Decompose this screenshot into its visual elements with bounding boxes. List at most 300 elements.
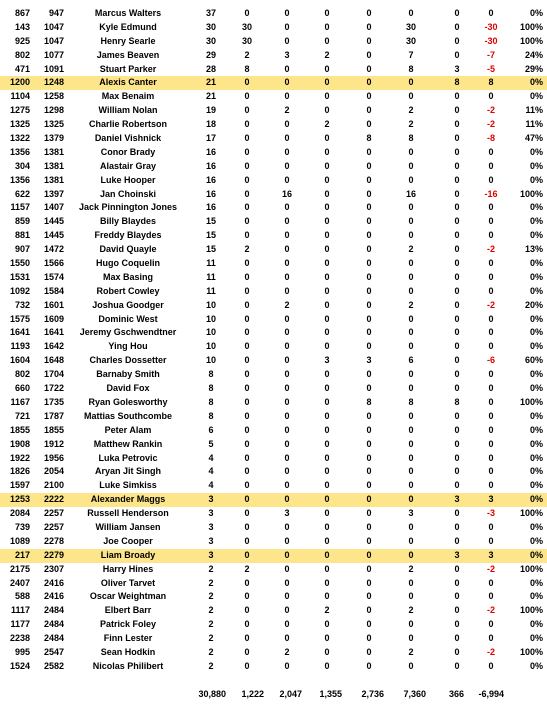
rank-col-b: 2054: [43, 466, 64, 477]
player-name: David Fox: [106, 383, 150, 394]
col5: 0: [408, 383, 414, 394]
table-row: [0, 549, 547, 563]
player-name: Peter Alam: [104, 424, 152, 435]
table-row: [0, 660, 547, 674]
percent: 0%: [529, 410, 543, 421]
percent: 60%: [524, 355, 543, 366]
col3: 0: [324, 216, 330, 227]
player-name: Freddy Blaydes: [94, 230, 162, 241]
rank-col-b: 1704: [43, 369, 64, 380]
col6: 0: [454, 480, 460, 491]
player-name: Finn Lester: [103, 633, 153, 644]
diff: 0: [488, 480, 494, 491]
col2: 2: [284, 646, 290, 657]
col3: 0: [324, 271, 330, 282]
table-row: [0, 299, 547, 313]
col6: 0: [454, 244, 460, 255]
table-row: [0, 271, 547, 285]
rank-col-b: 1077: [43, 49, 64, 60]
rank-col-a: 2175: [9, 563, 30, 574]
points: 10: [205, 313, 216, 324]
col6: 0: [454, 216, 460, 227]
col1: 0: [244, 410, 250, 421]
rank-col-a: 1604: [9, 355, 30, 366]
col4: 0: [366, 91, 372, 102]
rank-col-b: 2278: [43, 535, 64, 546]
table-row: [0, 410, 547, 424]
col3: 0: [324, 383, 330, 394]
table-row: [0, 76, 547, 90]
rank-col-b: 1642: [43, 341, 64, 352]
col4: 0: [366, 466, 372, 477]
col2: 0: [284, 327, 290, 338]
rank-col-a: 1641: [9, 327, 30, 338]
col5: 8: [408, 133, 414, 144]
rank-col-a: 1855: [9, 424, 30, 435]
percent: 100%: [519, 35, 543, 46]
points: 3: [208, 494, 214, 505]
col4: 0: [366, 146, 372, 157]
table-row: [0, 507, 547, 521]
col2: 0: [284, 77, 290, 88]
rank-col-a: 739: [14, 521, 30, 532]
table-row: [0, 49, 547, 63]
diff: 0: [488, 438, 494, 449]
col5: 0: [408, 271, 414, 282]
rank-col-a: 2238: [9, 633, 30, 644]
rank-col-b: 1956: [43, 452, 64, 463]
points: 29: [205, 49, 216, 60]
percent: 0%: [529, 327, 543, 338]
rank-col-b: 2100: [43, 480, 64, 491]
rank-col-b: 1407: [43, 202, 64, 213]
player-name: Nicolas Philibert: [92, 660, 164, 671]
rank-col-b: 1584: [43, 285, 64, 296]
col3: 0: [324, 327, 330, 338]
col5: 2: [408, 244, 414, 255]
col2: 0: [284, 91, 290, 102]
diff: 0: [488, 230, 494, 241]
col2: 0: [284, 63, 290, 74]
col3: 0: [324, 244, 330, 255]
diff: 0: [488, 160, 494, 171]
points: 10: [205, 299, 216, 310]
rank-col-a: 304: [14, 160, 30, 171]
col3: 2: [324, 49, 330, 60]
rank-col-a: 867: [14, 8, 30, 18]
col1: 0: [244, 577, 250, 588]
col6: 0: [454, 21, 460, 32]
col1: 0: [244, 285, 250, 296]
col3: 0: [324, 258, 330, 269]
col1: 0: [244, 188, 250, 199]
col5: 0: [408, 202, 414, 213]
points: 2: [208, 660, 214, 671]
col3: 0: [324, 494, 330, 505]
player-table: [0, 7, 547, 674]
col1: 0: [244, 160, 250, 171]
percent: 0%: [529, 216, 543, 227]
col5: 2: [408, 563, 414, 574]
col4: 8: [366, 133, 372, 144]
diff: -2: [486, 563, 495, 574]
points: 2: [208, 646, 214, 657]
rank-col-b: 1258: [43, 91, 64, 102]
col4: 0: [366, 216, 372, 227]
col5: 0: [408, 146, 414, 157]
rank-col-b: 1325: [43, 119, 64, 130]
rank-col-a: 1167: [10, 396, 30, 407]
col2: 0: [284, 535, 290, 546]
col5: 0: [408, 633, 414, 644]
player-name: Kyle Edmund: [99, 21, 157, 32]
col4: 0: [366, 230, 372, 241]
col5: 8: [408, 396, 414, 407]
rank-col-b: 947: [48, 8, 64, 18]
points: 10: [205, 327, 216, 338]
col4: 0: [366, 508, 372, 519]
totals-row: [0, 687, 547, 701]
points: 4: [208, 466, 214, 477]
percent: 0%: [529, 258, 543, 269]
percent: 0%: [529, 549, 543, 560]
points: 2: [208, 619, 214, 630]
rank-col-a: 1157: [10, 202, 30, 213]
player-name: Oliver Tarvet: [100, 577, 156, 588]
col2: 0: [284, 591, 290, 602]
rank-col-a: 1597: [9, 480, 30, 491]
rank-col-a: 732: [14, 299, 30, 310]
points: 8: [208, 383, 214, 394]
rank-col-a: 1092: [9, 285, 30, 296]
table-row: [0, 174, 547, 188]
col3: 0: [324, 466, 330, 477]
rank-col-b: 1397: [43, 188, 64, 199]
col1: 0: [244, 174, 250, 185]
col2: 0: [284, 605, 290, 616]
col6: 0: [454, 35, 460, 46]
col1: 0: [244, 480, 250, 491]
col6: 0: [454, 8, 460, 18]
diff: 3: [488, 549, 494, 560]
rank-col-b: 2307: [43, 563, 64, 574]
col1: 0: [244, 633, 250, 644]
col3: 0: [324, 63, 330, 74]
col4: 0: [366, 535, 372, 546]
rank-col-a: 995: [14, 646, 30, 657]
table-row: [0, 146, 547, 160]
col5: 30: [405, 35, 416, 46]
col2: 0: [284, 230, 290, 241]
col2: 0: [284, 424, 290, 435]
percent: 0%: [529, 8, 543, 18]
points: 6: [208, 424, 214, 435]
points: 16: [205, 146, 216, 157]
col2: 0: [284, 202, 290, 213]
col2: 0: [284, 119, 290, 130]
diff: 0: [488, 8, 494, 18]
diff: 0: [488, 410, 494, 421]
table-row: [0, 493, 547, 507]
col2: 0: [284, 452, 290, 463]
diff: 0: [488, 216, 494, 227]
diff: 0: [488, 174, 494, 185]
col4: 0: [366, 119, 372, 130]
col1: 0: [244, 299, 250, 310]
col2: 0: [284, 466, 290, 477]
col1: 0: [244, 119, 250, 130]
col4: 0: [366, 313, 372, 324]
points: 11: [206, 258, 216, 269]
col6: 0: [454, 508, 460, 519]
col2: 0: [284, 396, 290, 407]
col2: 0: [284, 521, 290, 532]
table-row: [0, 452, 547, 466]
player-name: Dominic West: [98, 313, 158, 324]
rank-col-b: 1735: [43, 396, 64, 407]
diff: 0: [488, 577, 494, 588]
table-row: [0, 118, 547, 132]
col5: 0: [408, 452, 414, 463]
diff: -2: [486, 299, 495, 310]
col2: 0: [284, 383, 290, 394]
rank-col-b: 2222: [43, 494, 64, 505]
col5: 0: [408, 8, 414, 18]
col4: 0: [366, 424, 372, 435]
col3: 0: [324, 646, 330, 657]
points: 2: [208, 633, 214, 644]
rank-col-b: 2582: [43, 660, 64, 671]
col6: 0: [454, 577, 460, 588]
col5: 0: [408, 577, 414, 588]
col5: 3: [408, 508, 414, 519]
rank-col-a: 1531: [9, 271, 30, 282]
table-row: [0, 90, 547, 104]
percent: 100%: [519, 396, 543, 407]
player-name: Joe Cooper: [103, 535, 153, 546]
table-row: [0, 604, 547, 618]
rank-col-b: 1379: [43, 133, 64, 144]
diff: -30: [484, 21, 498, 32]
rank-col-a: 2084: [9, 508, 30, 519]
col4: 0: [366, 244, 372, 255]
col4: 0: [366, 105, 372, 116]
rank-col-a: 1089: [9, 535, 30, 546]
diff: 0: [488, 146, 494, 157]
player-name: Henry Searle: [100, 35, 156, 46]
col6: 0: [454, 146, 460, 157]
diff: 0: [488, 591, 494, 602]
col1: 2: [244, 563, 250, 574]
col4: 0: [366, 202, 372, 213]
player-name: Luka Petrovic: [98, 452, 158, 463]
player-name: Alexis Canter: [99, 77, 157, 88]
col2: 2: [284, 105, 290, 116]
col1: 0: [244, 660, 250, 671]
rank-col-b: 2484: [43, 605, 64, 616]
col3: 0: [324, 452, 330, 463]
player-name: Matthew Rankin: [93, 438, 163, 449]
percent: 0%: [529, 91, 543, 102]
col4: 0: [366, 174, 372, 185]
col2: 0: [284, 133, 290, 144]
percent: 0%: [529, 369, 543, 380]
col2: 0: [284, 563, 290, 574]
col3: 0: [324, 549, 330, 560]
points: 3: [208, 521, 214, 532]
col3: 0: [324, 521, 330, 532]
col1: 0: [244, 355, 250, 366]
total-diff: -6,994: [478, 689, 504, 699]
table-row: [0, 340, 547, 354]
col4: 0: [366, 494, 372, 505]
col4: 0: [366, 633, 372, 644]
rank-col-b: 1091: [43, 63, 64, 74]
col4: 0: [366, 563, 372, 574]
table-row: [0, 35, 547, 49]
rank-col-a: 1322: [9, 133, 30, 144]
table-row: [0, 563, 547, 577]
rank-col-b: 2416: [43, 577, 64, 588]
table-row: [0, 313, 547, 327]
col1: 0: [244, 77, 250, 88]
col5: 7: [408, 49, 414, 60]
col6: 3: [454, 549, 460, 560]
total-col4: 2,736: [361, 689, 384, 699]
percent: 0%: [529, 424, 543, 435]
col5: 2: [408, 119, 414, 130]
points: 3: [208, 508, 214, 519]
rank-col-a: 1908: [9, 438, 30, 449]
percent: 0%: [529, 383, 543, 394]
points: 2: [208, 577, 214, 588]
table-row: [0, 285, 547, 299]
col1: 0: [244, 327, 250, 338]
percent: 0%: [529, 341, 543, 352]
diff: 0: [488, 535, 494, 546]
rank-col-a: 859: [14, 216, 30, 227]
points: 16: [205, 160, 216, 171]
col3: 0: [324, 230, 330, 241]
percent: 0%: [529, 77, 543, 88]
col4: 0: [366, 646, 372, 657]
player-name: Charles Dossetter: [89, 355, 167, 366]
rank-col-b: 1855: [43, 424, 64, 435]
col4: 0: [366, 369, 372, 380]
col4: 0: [366, 271, 372, 282]
col4: 0: [366, 49, 372, 60]
col4: 0: [366, 8, 372, 18]
col5: 0: [408, 619, 414, 630]
player-name: Mattias Southcombe: [83, 410, 172, 421]
rank-col-a: 1524: [9, 660, 30, 671]
points: 37: [205, 8, 216, 18]
col6: 0: [454, 271, 460, 282]
diff: 0: [488, 202, 494, 213]
col1: 0: [244, 452, 250, 463]
table-row: [0, 7, 547, 21]
col3: 0: [324, 160, 330, 171]
col4: 0: [366, 77, 372, 88]
col5: 0: [408, 549, 414, 560]
points: 11: [206, 285, 216, 296]
col2: 0: [284, 285, 290, 296]
col3: 2: [324, 119, 330, 130]
player-name: William Nolan: [98, 105, 158, 116]
col6: 0: [454, 646, 460, 657]
rank-col-a: 1275: [9, 105, 30, 116]
rank-col-b: 2257: [43, 521, 64, 532]
percent: 0%: [529, 521, 543, 532]
col3: 0: [324, 396, 330, 407]
col6: 0: [454, 633, 460, 644]
col1: 0: [244, 605, 250, 616]
col5: 0: [408, 160, 414, 171]
rank-col-a: 1922: [9, 452, 30, 463]
col3: 0: [324, 35, 330, 46]
col6: 0: [454, 174, 460, 185]
rank-col-b: 2547: [43, 646, 64, 657]
percent: 0%: [529, 271, 543, 282]
diff: -2: [486, 244, 495, 255]
diff: 0: [488, 327, 494, 338]
player-name: Harry Hines: [102, 563, 154, 574]
diff: 8: [488, 77, 494, 88]
rank-col-a: 1550: [9, 258, 30, 269]
rank-col-b: 2279: [43, 549, 64, 560]
col2: 0: [284, 577, 290, 588]
points: 3: [208, 549, 214, 560]
points: 2: [208, 605, 214, 616]
points: 11: [206, 271, 216, 282]
table-row: [0, 479, 547, 493]
table-row: [0, 257, 547, 271]
col3: 0: [324, 424, 330, 435]
diff: 3: [488, 494, 494, 505]
points: 10: [205, 341, 216, 352]
col3: 0: [324, 299, 330, 310]
col2: 0: [284, 8, 290, 18]
col5: 0: [408, 410, 414, 421]
col4: 0: [366, 438, 372, 449]
table-row: [0, 104, 547, 118]
col2: 0: [284, 271, 290, 282]
col4: 0: [366, 619, 372, 630]
player-name: Conor Brady: [100, 146, 156, 157]
table-row: [0, 354, 547, 368]
rank-col-a: 881: [14, 230, 30, 241]
col6: 0: [454, 133, 460, 144]
col6: 0: [454, 355, 460, 366]
player-name: Charlie Robertson: [88, 119, 167, 130]
col6: 0: [454, 299, 460, 310]
col1: 0: [244, 91, 250, 102]
points: 17: [205, 133, 216, 144]
col6: 0: [454, 285, 460, 296]
col5: 8: [408, 63, 414, 74]
rank-col-b: 1472: [43, 244, 64, 255]
col5: 0: [408, 424, 414, 435]
total-col2: 2,047: [279, 689, 302, 699]
col5: 30: [405, 21, 416, 32]
col6: 0: [454, 202, 460, 213]
player-name: Barnaby Smith: [96, 369, 160, 380]
diff: 0: [488, 521, 494, 532]
col2: 3: [284, 49, 290, 60]
col5: 2: [408, 105, 414, 116]
col6: 0: [454, 188, 460, 199]
total-col1: 1,222: [241, 689, 264, 699]
